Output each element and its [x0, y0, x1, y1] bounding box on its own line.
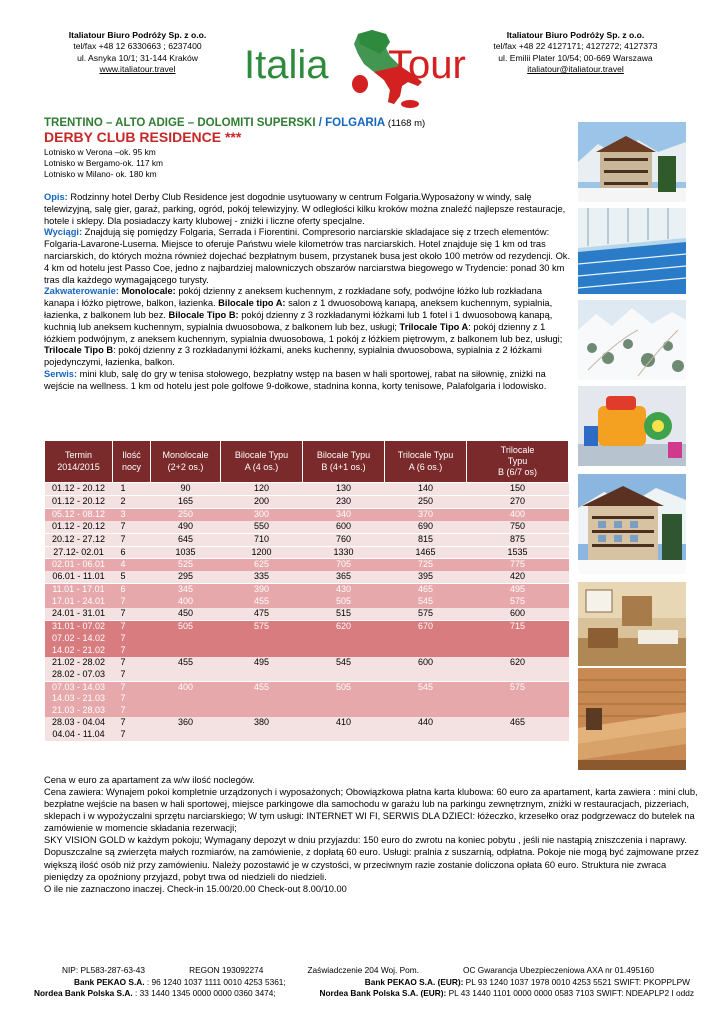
- row-term: 28.03 - 04.04 04.04 - 11.04: [45, 717, 113, 741]
- row-monolocale: 450: [151, 608, 221, 620]
- serwis-paragraph: [44, 369, 572, 393]
- bilocale-a-label: Bilocale tipo A:: [215, 298, 286, 309]
- header-bilocale-b: Bilocale Typu B (4+1 os.): [303, 441, 385, 483]
- row-trilocale-b: 875: [467, 533, 569, 546]
- row-bilocale-b: 365: [303, 571, 385, 583]
- ski-slopes-photo: [578, 300, 686, 380]
- note-line: Cena zawiera: Wynajem pokoi kompletnie urządzonych i wyposażonych; Obowiązkowa płatna karta klubowa: 60 euro za apartament, karta zawiera : mini club, bezpłatne wejście na basen w hali sportowej, miejsce parkingowe dla samochodu w garażu lub na parkingu zewnętrznym, zniżki w restauracjach, pizzeriach, sklepach i w wypożyczalni sprzętu narciarskiego; W tym usługi: INTERNET WI FI, SERWIS DLA DZIECI: łóżeczko, krzesełko oraz podgrzewacz do butelek na zamówienie w momencie składania rezerwacji;: [44, 787, 698, 834]
- row-trilocale-a: 575: [385, 608, 467, 620]
- wyciagi-label: Wyciągi:: [44, 227, 83, 238]
- row-monolocale: 455: [151, 657, 221, 681]
- logo-word-tour: Tour: [388, 43, 466, 87]
- phone: tel/fax +48 22 4127171; 4127272; 4127373: [493, 41, 658, 52]
- row-nights: 7: [113, 608, 151, 620]
- title-separator: /: [315, 117, 326, 129]
- altitude: (1168 m): [385, 118, 426, 129]
- regon: REGON 193092274: [189, 965, 264, 975]
- trilocale-b-text: : pokój dzienny z 3 rozkładanymi łóżkami, aneks kuchenny, sypialnia dwuosobowa, sypialnia z 2 łóżkami pojedynczymi, łazienka, balkon.: [44, 345, 542, 368]
- row-term: 20.12 - 27.12: [45, 533, 113, 546]
- email-link[interactable]: italiatour@italiatour.travel: [527, 64, 624, 75]
- bank-eur-account: [320, 988, 695, 1000]
- row-bilocale-b: 620: [303, 620, 385, 656]
- table-row: [45, 608, 569, 620]
- bilocale-b-text: pokój dzienny z 3 rozkładanymi łóżkami lub 1 fotel i 1 dwuosobową kanapą, kuchnią lub aneksem kuchennym, sypialnia dwuosobowa, z balkonem lub bez, usługi;: [44, 309, 553, 332]
- trilocale-a-text: : pokój dzienny z 1 łóżkiem podwójnym, z aneksem kuchennym, sypialnia dwuosobowa, 1 pokój z łóżkiem piętrowym, z balkonem lub bez, usługi;: [44, 321, 563, 344]
- table-row: [45, 657, 569, 681]
- header-left-contact: [50, 30, 225, 76]
- row-monolocale: 360: [151, 717, 221, 741]
- row-nights: 7 7: [113, 657, 151, 681]
- row-bilocale-a: 550: [221, 521, 303, 533]
- row-monolocale: 165: [151, 495, 221, 508]
- row-bilocale-a: 380: [221, 717, 303, 741]
- apartment-interior-photo: [578, 582, 686, 666]
- row-bilocale-a: 455: [221, 681, 303, 717]
- row-monolocale: 1035: [151, 546, 221, 559]
- row-term: 31.01 - 07.02 07.02 - 14.02 14.02 - 21.02: [45, 620, 113, 656]
- row-bilocale-b: 760: [303, 533, 385, 546]
- row-trilocale-a: 600: [385, 657, 467, 681]
- row-bilocale-a: 575: [221, 620, 303, 656]
- region-name: TRENTINO – ALTO ADIGE – DOLOMITI SUPERSKI: [44, 117, 316, 129]
- italia-tour-logo: [240, 24, 480, 112]
- row-monolocale: 250: [151, 508, 221, 520]
- address: ul. Emilii Plater 10/54; 00-669 Warszawa: [498, 52, 653, 63]
- row-monolocale: 90: [151, 483, 221, 496]
- zakwaterowanie-paragraph: [44, 286, 572, 369]
- row-term: 01.12 - 20.12: [45, 495, 113, 508]
- table-row: [45, 483, 569, 496]
- row-bilocale-b: 340: [303, 508, 385, 520]
- table-row: [45, 571, 569, 583]
- row-trilocale-b: 750: [467, 521, 569, 533]
- row-term: 06.01 - 11.01: [45, 571, 113, 583]
- row-trilocale-b: 465: [467, 717, 569, 741]
- price-table: [44, 440, 569, 742]
- table-row: [45, 681, 569, 717]
- table-row: [45, 546, 569, 559]
- row-trilocale-a: 250: [385, 495, 467, 508]
- row-bilocale-a: 200: [221, 495, 303, 508]
- row-bilocale-b: 705: [303, 559, 385, 571]
- bank-eur-account: [365, 977, 690, 989]
- row-bilocale-b: 515: [303, 608, 385, 620]
- row-trilocale-a: 395: [385, 571, 467, 583]
- kids-playroom-photo: [578, 386, 686, 466]
- note-line: O ile nie zaznaczono inaczej. Check-in 15.00/20.00 Check-out 8.00/10.00: [44, 883, 347, 894]
- row-bilocale-b: 600: [303, 521, 385, 533]
- row-trilocale-a: 725: [385, 559, 467, 571]
- row-nights: 7 7 7: [113, 620, 151, 656]
- row-trilocale-a: 815: [385, 533, 467, 546]
- row-bilocale-b: 430 505: [303, 584, 385, 608]
- row-nights: 1: [113, 483, 151, 496]
- trilocale-b-label: Trilocale Tipo B: [44, 345, 114, 356]
- logo-word-italia: Italia: [244, 43, 329, 87]
- opis-label: Opis:: [44, 192, 68, 202]
- header-right-contact: [488, 30, 663, 76]
- opis-paragraph: [44, 192, 572, 227]
- footer-bank-nordea: [34, 988, 694, 1000]
- company-name: Italiatour Biuro Podróży Sp. z o.o.: [506, 30, 645, 40]
- bank-label: Nordea Bank Polska S.A. (EUR):: [319, 988, 447, 999]
- header-monolocale: Monolocale (2+2 os.): [151, 441, 221, 483]
- phone: tel/fax +48 12 6330663 ; 6237400: [73, 41, 202, 52]
- bilocale-a-text: salon z 1 dwuosobową kanapą, aneksem kuchennym, sypialnia, łazienka, z balkonem lub bez.: [44, 298, 553, 320]
- row-monolocale: 645: [151, 533, 221, 546]
- trilocale-a-label: Trilocale Tipo A: [396, 321, 469, 332]
- bank-label: Bank PEKAO S.A.: [74, 976, 145, 987]
- hotel-name: DERBY CLUB RESIDENCE ***: [44, 129, 242, 145]
- row-term: 27.12- 02.01: [45, 546, 113, 559]
- row-monolocale: 490: [151, 521, 221, 533]
- hotel-description: [44, 192, 572, 393]
- row-bilocale-b: 130: [303, 483, 385, 496]
- footer: [34, 965, 694, 1000]
- row-trilocale-a: 545: [385, 681, 467, 717]
- row-term: 21.02 - 28.02 28.02 - 07.03: [45, 657, 113, 681]
- row-term: 01.12 - 20.12: [45, 521, 113, 533]
- row-monolocale: 505: [151, 620, 221, 656]
- row-bilocale-a: 710: [221, 533, 303, 546]
- row-bilocale-b: 230: [303, 495, 385, 508]
- row-bilocale-b: 505: [303, 681, 385, 717]
- row-trilocale-b: 270: [467, 495, 569, 508]
- price-notes: [44, 774, 704, 895]
- serwis-text: mini klub, salę do gry w tenisa stołowego, bezpłatny wstęp na basen w hali sportowej, rabat na siłownię, zniżki na wejście na wellness. 1 km od hotelu jest pole golfowe 9-dołkowe, stadnina konna, korty tenisowe, Palafolgaria i lodowisko.: [44, 368, 547, 391]
- header-term: Termin 2014/2015: [45, 441, 113, 483]
- zakwaterowanie-label: Zakwaterowanie:: [44, 286, 119, 297]
- table-row: [45, 495, 569, 508]
- table-row: [45, 533, 569, 546]
- oc-guarantee: OC Gwarancja Ubezpieczeniowa AXA nr 01.495160: [463, 965, 654, 975]
- header-trilocale-a: Trilocale Typu A (6 os.): [385, 441, 467, 483]
- indoor-pool-photo: [578, 208, 686, 294]
- bank-label: Bank PEKAO S.A. (EUR):: [364, 976, 464, 987]
- row-bilocale-a: 120: [221, 483, 303, 496]
- sauna-photo: [578, 668, 686, 770]
- table-row: [45, 620, 569, 656]
- row-trilocale-b: 495 575: [467, 584, 569, 608]
- row-monolocale: 400: [151, 681, 221, 717]
- address: ul. Asnyka 10/1; 31-144 Kraków: [77, 52, 198, 63]
- row-nights: 6 7: [113, 584, 151, 608]
- row-monolocale: 295: [151, 571, 221, 583]
- table-row: [45, 584, 569, 608]
- row-nights: 7: [113, 521, 151, 533]
- header-trilocale-b: Trilocale Typu B (6/7 os): [467, 441, 569, 483]
- row-trilocale-a: 440: [385, 717, 467, 741]
- opis-text: Rodzinny hotel Derby Club Residence jest dogodnie usytuowany w centrum Folgaria.Wyposażony w windy, salę telewizyjną, salę gier, garaż, parking, ogród, pokój telewizyjny. W odległości kilku kroków można znaleźć najlepsze restauracje, hotele i sklepy. Dla posiadaczy karty klubowej - zniżki i liczne oferty specjalne.: [44, 192, 566, 226]
- row-bilocale-a: 495: [221, 657, 303, 681]
- row-nights: 4: [113, 559, 151, 571]
- footer-registration: [34, 965, 694, 977]
- row-nights: 7 7: [113, 717, 151, 741]
- row-trilocale-b: 150: [467, 483, 569, 496]
- website-link[interactable]: www.italiatour.travel: [99, 64, 176, 75]
- price-table-container: [44, 440, 568, 742]
- row-trilocale-a: 370: [385, 508, 467, 520]
- row-term: 11.01 - 17.01 17.01 - 24.01: [45, 584, 113, 608]
- table-row: [45, 717, 569, 741]
- row-nights: 3: [113, 508, 151, 520]
- header-bilocale-a: Bilocale Typu A (4 os.): [221, 441, 303, 483]
- bank-number: PL 93 1240 1037 1978 0010 4253 5521 SWIFT: PKOPPLPW: [463, 976, 690, 987]
- hotel-exterior-photo: [578, 122, 686, 202]
- wyciagi-text: Znajdują się pomiędzy Folgaria, Serrada i Fiorentini. Compresorio narciarskie skladajace się z trzech elementów: Folgaria-Lavarone-Luserna. Miejsce to oferuje Państwu wiele kilometrów tras narciarskich. Hotel znajduje się 1 km od tras narciarskich, do których można również dojechać bezpłatnym busem, przystanek busa jest około 100 metrów od rezydencji. Ok. 4 km od hotelu jest Passo Coe, jedno z najbardziej malowniczych obszarów narciarstwa biegowego w Trydencie: ponad 30 km tras dla każdego wymagającego turysty.: [44, 227, 571, 285]
- monolocale-text: pokój dzienny z aneksem kuchennym, z rozkładane sofy, podwójne łóżko lub rozkładana kanapa i łóżko piętrowe, balkon, łazienka.: [44, 286, 542, 309]
- row-nights: 6: [113, 546, 151, 559]
- airport-distances: [44, 147, 163, 180]
- table-header-row: [45, 441, 569, 483]
- row-term: 07.03 - 14.03 14.03 - 21.03 21.03 - 28.03: [45, 681, 113, 717]
- price-table-body: [45, 483, 569, 742]
- company-name: Italiatour Biuro Podróży Sp. z o.o.: [68, 30, 207, 40]
- row-trilocale-a: 1465: [385, 546, 467, 559]
- row-term: 24.01 - 31.01: [45, 608, 113, 620]
- bank-pln-account: [74, 977, 286, 989]
- header-nights: Ilość nocy: [113, 441, 151, 483]
- row-trilocale-a: 690: [385, 521, 467, 533]
- row-trilocale-b: 400: [467, 508, 569, 520]
- footer-bank-pekao: [34, 977, 694, 989]
- table-row: [45, 508, 569, 520]
- row-nights: 2: [113, 495, 151, 508]
- row-trilocale-b: 775: [467, 559, 569, 571]
- bank-number: : 96 1240 1037 1111 0010 4253 5361;: [144, 976, 286, 987]
- airport-item: Lotnisko w Milano- ok. 180 km: [44, 168, 157, 179]
- row-bilocale-a: 335: [221, 571, 303, 583]
- table-row: [45, 559, 569, 571]
- row-bilocale-a: 1200: [221, 546, 303, 559]
- bank-number: PL 43 1440 1101 0000 0000 0583 7103 SWIFT: NDEAPLP2 I oddz: [446, 988, 694, 999]
- row-bilocale-a: 390 455: [221, 584, 303, 608]
- row-bilocale-a: 625: [221, 559, 303, 571]
- note-line: Cena w euro za apartament za w/w ilość noclegów.: [44, 775, 255, 785]
- row-bilocale-b: 410: [303, 717, 385, 741]
- bank-label: Nordea Bank Polska S.A.: [34, 988, 133, 999]
- bilocale-b-label: Bilocale Tipo B:: [165, 309, 239, 320]
- row-bilocale-a: 300: [221, 508, 303, 520]
- wyciagi-paragraph: [44, 227, 572, 286]
- row-trilocale-a: 670: [385, 620, 467, 656]
- row-trilocale-b: 1535: [467, 546, 569, 559]
- row-trilocale-a: 465 545: [385, 584, 467, 608]
- serwis-label: Serwis:: [44, 368, 78, 379]
- row-bilocale-b: 1330: [303, 546, 385, 559]
- row-nights: 5: [113, 571, 151, 583]
- row-term: 02.01 - 06.01: [45, 559, 113, 571]
- table-row: [45, 521, 569, 533]
- row-monolocale: 525: [151, 559, 221, 571]
- row-term: 05.12 - 08.12: [45, 508, 113, 520]
- airport-item: Lotnisko w Bergamo-ok. 117 km: [44, 157, 164, 168]
- monolocale-label: Monolocale:: [118, 286, 176, 297]
- row-trilocale-b: 600: [467, 608, 569, 620]
- row-bilocale-a: 475: [221, 608, 303, 620]
- row-nights: 7 7 7: [113, 681, 151, 717]
- row-trilocale-b: 420: [467, 571, 569, 583]
- row-trilocale-b: 715: [467, 620, 569, 656]
- row-bilocale-b: 545: [303, 657, 385, 681]
- note-line: SKY VISION GOLD w każdym pokoju; Wymagany depozyt w dniu przyjazdu: 150 euro do zwrotu na koniec pobytu , jeśli nie nastąpią zniszczenia i naprawy. Dopuszczalne są zwierzęta małych rozmiarów, na zamówienie, z dopłatą 60 euro. Usługi: pralnia z suszarnią, odpłatna. Pokoje nie mogą być zajmowane przez większą ilość osób niż przy zamówieniu. Należy pozostawić je w czystości, w przeciwnym razie zostanie doliczona opłata 60 euro. Struktura nie zwraca pieniędzy za opoźniony przyjazd, pobyt trwa od niedzieli do niedzieli.: [44, 835, 699, 882]
- town-name: FOLGARIA: [325, 117, 386, 129]
- row-trilocale-b: 575: [467, 681, 569, 717]
- row-trilocale-b: 620: [467, 657, 569, 681]
- nip: NIP: PL583-287-63-43: [62, 965, 146, 975]
- airport-item: Lotnisko w Verona –ok. 95 km: [44, 147, 156, 157]
- hotel-winter-photo: [578, 474, 686, 574]
- row-trilocale-a: 140: [385, 483, 467, 496]
- bank-number: : 33 1440 1345 0000 0000 0360 3474;: [132, 988, 276, 999]
- row-term: 01.12 - 20.12: [45, 483, 113, 496]
- bank-pln-account: [34, 988, 276, 1000]
- row-nights: 7: [113, 533, 151, 546]
- zaswiadczenie: Zaświadczenie 204 Woj. Pom.: [307, 965, 419, 975]
- row-monolocale: 345 400: [151, 584, 221, 608]
